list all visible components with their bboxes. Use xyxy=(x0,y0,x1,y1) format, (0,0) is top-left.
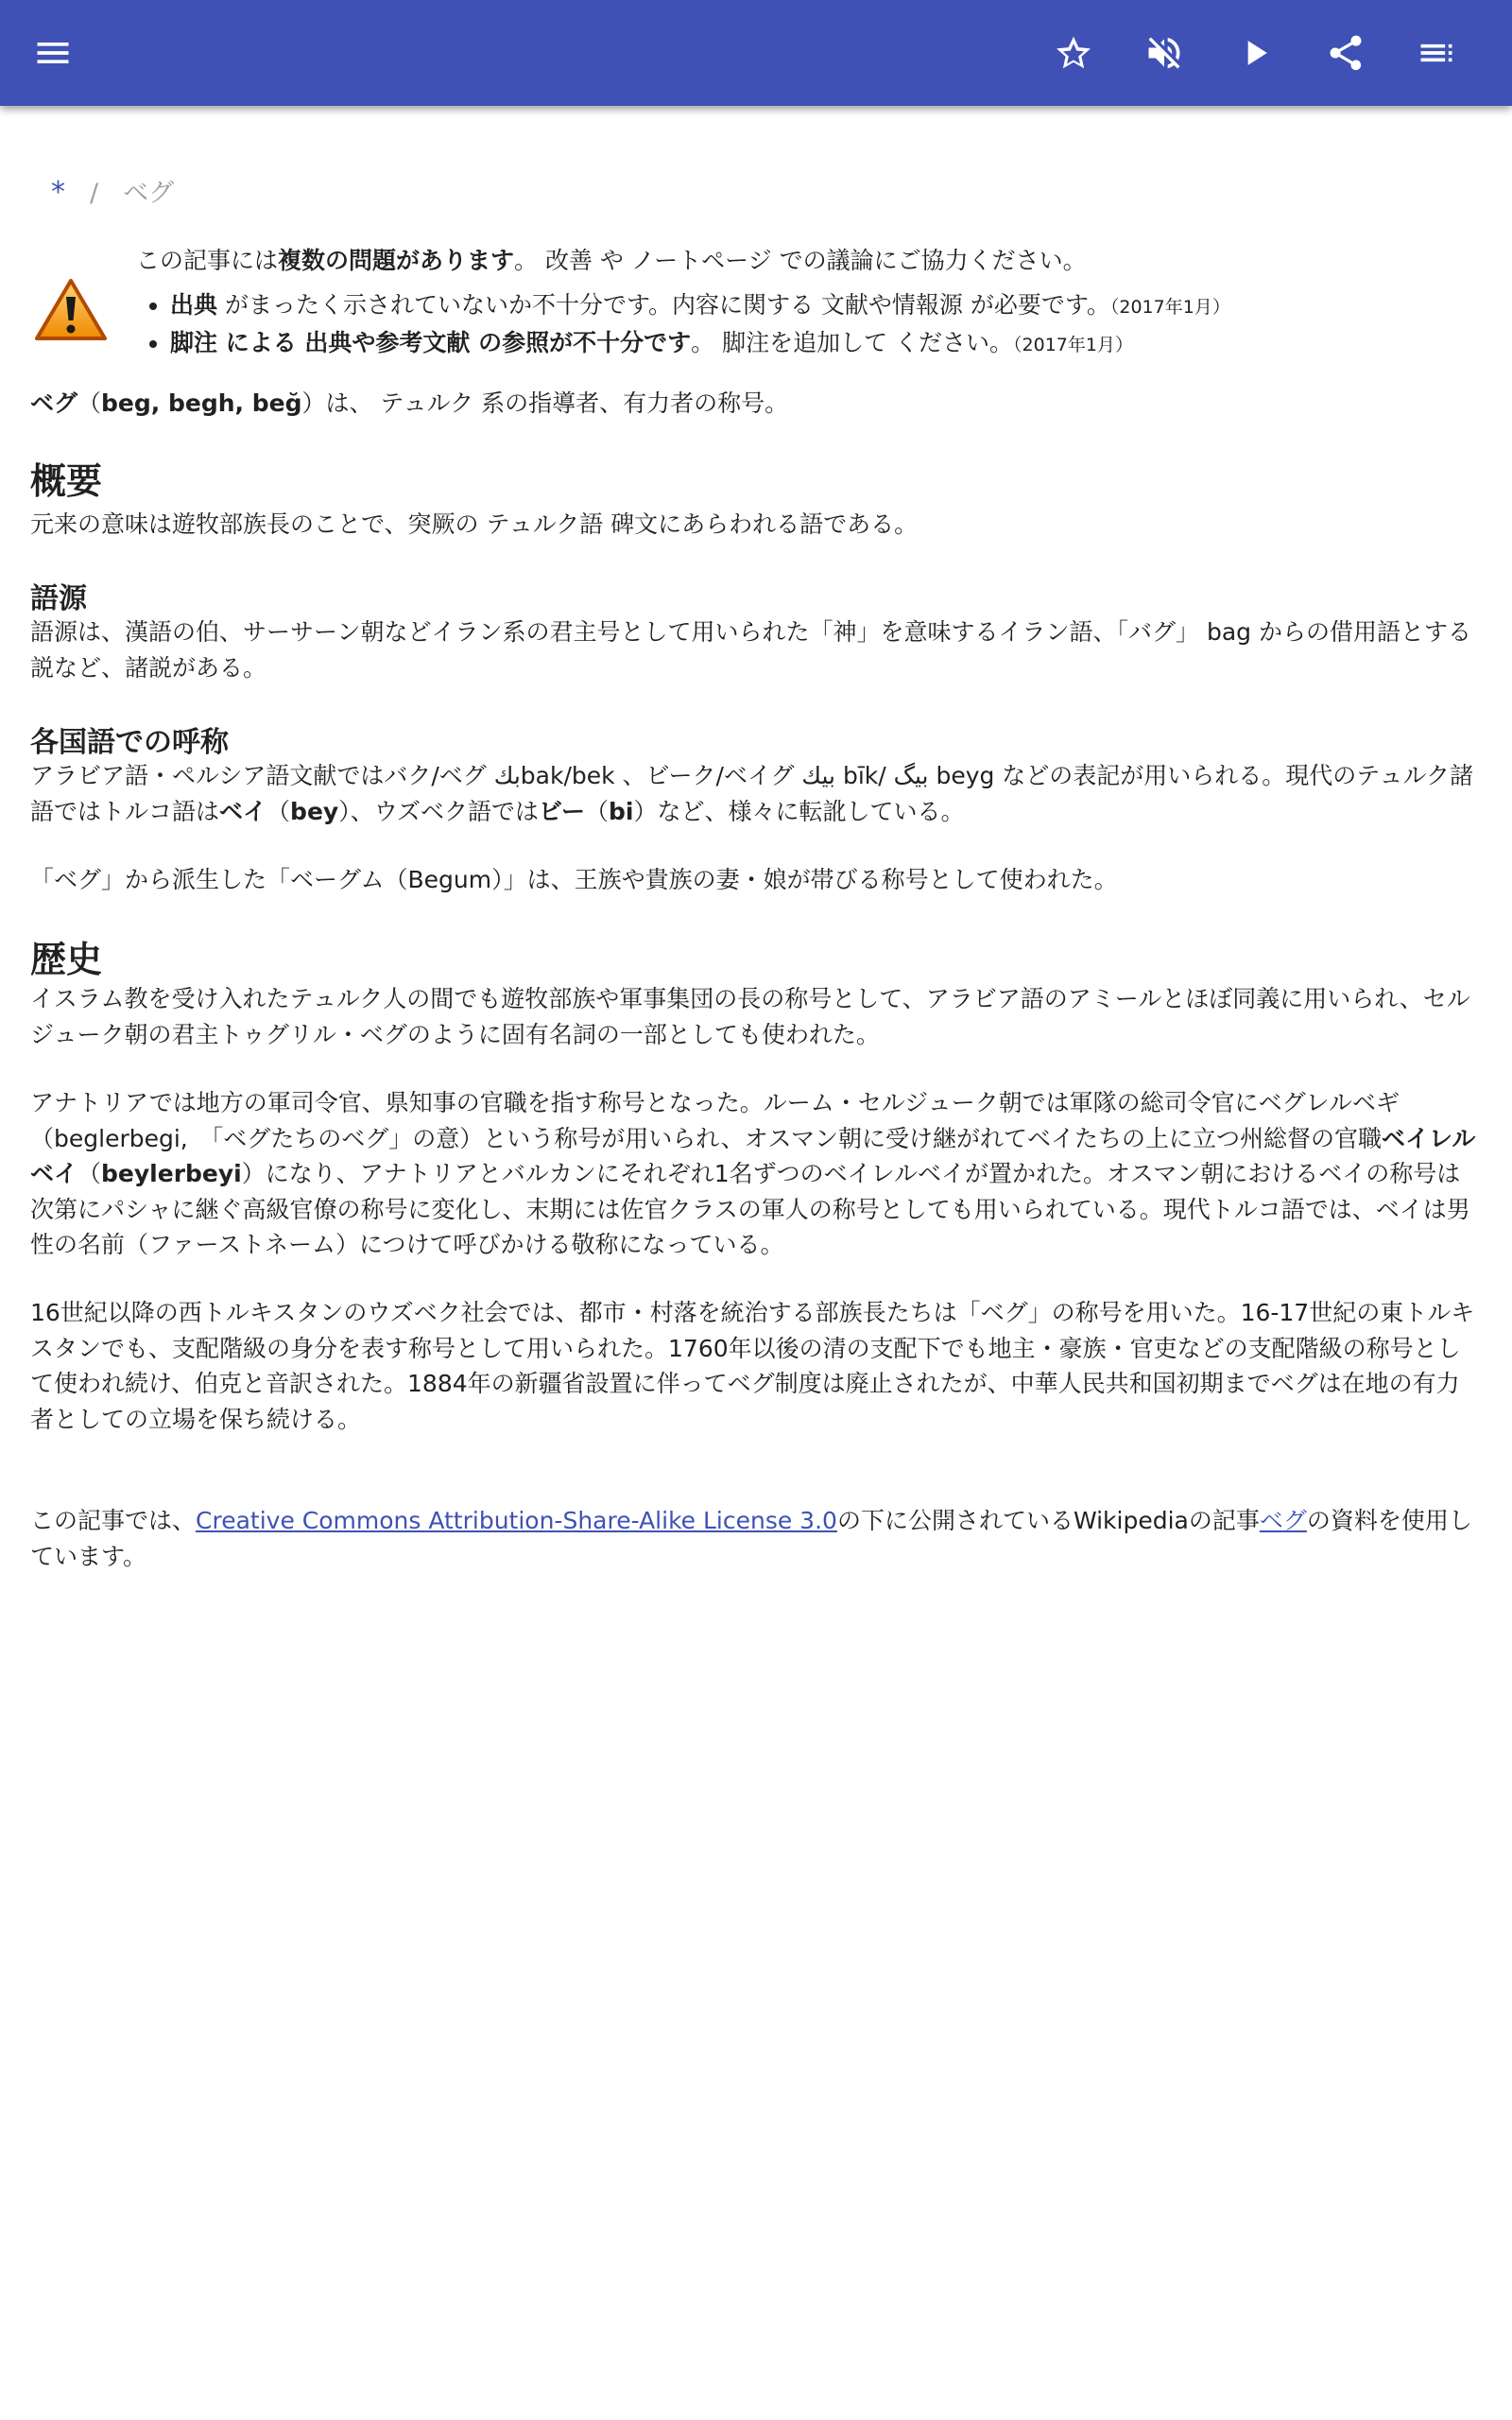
menu-icon[interactable] xyxy=(26,26,79,79)
section-heading-overview: 概要 xyxy=(30,460,103,502)
license-text: この記事では、 xyxy=(30,1507,197,1534)
ambox-lead-bold: 複数の問題があります xyxy=(278,247,515,274)
section-heading-history: 歴史 xyxy=(30,939,103,980)
volume-off-icon[interactable] xyxy=(1138,26,1191,79)
license-text: の下に公開されているWikipediaの記事 xyxy=(836,1507,1260,1534)
license-link[interactable]: Creative Commons Attribution-Share-Alike License 3.0 xyxy=(196,1507,837,1534)
breadcrumb-separator: / xyxy=(90,179,99,208)
issue-text: 。 脚注を追加して ください。 xyxy=(691,329,1014,356)
languages-text: アラビア語・ペルシア語文献ではバク/ベグ بك‎bak/bek 、ビーク/ベイグ بيك‎ bīk/ بيگ‎ beyg などの表記が用いられる。現代のテュルク諸語ではトルコ語は xyxy=(30,762,1474,825)
ambox-message xyxy=(136,244,1087,278)
ambox-issue-item xyxy=(170,287,1230,325)
ambox-lead-links[interactable]: 。 改善 や ノートページ での議論にご協力ください。 xyxy=(514,247,1087,274)
issue-text: がまったく示されていないか不十分です。内容に関する 文献や情報源 が必要です。 xyxy=(217,291,1110,319)
share-icon[interactable] xyxy=(1319,26,1372,79)
intro-rest: ）は、 テュルク 系の指導者、有力者の称号。 xyxy=(301,389,789,417)
languages-text: ）、ウズベク語では xyxy=(338,797,539,825)
history-text: ）になり、アナトリアとバルカンにそれぞれ1名ずつのベイレルベイが置かれた。オスマン朝におけるベイの称号は次第にパシャに継ぐ高級官僚の称号に変化し、末期には佐官クラスの軍人の称号としても用いられている。現代トルコ語では、ベイは男性の名前（ファーストネーム）につけて呼びかける敬称になっている。 xyxy=(30,1160,1470,1258)
breadcrumb-home-link[interactable]: * xyxy=(51,176,65,209)
history-paragraph-3: 16世紀以降の西トルキスタンのウズベク社会では、都市・村落を統治する部族長たちは「ベグ」の称号を用いた。16-17世紀の東トルキスタンでも、支配階級の身分を表す称号として用いられた。1760年以後の清の支配下でも地主・豪族・官吏などの支配階級の称号として使われ続け、伯克と音訳された。1884年の新疆省設置に伴ってベグ制度は廃止されたが、中華人民共和国初期までベグは在地の有力者としての立場を保ち続ける。 xyxy=(30,1299,1475,1433)
section-heading-languages: 各国語での呼称 xyxy=(30,726,229,759)
intro-variants: beg, begh, beğ xyxy=(101,389,302,417)
intro-term: ベグ xyxy=(30,389,78,417)
etymology-paragraph: 語源は、漢語の伯、サーサーン朝などイラン系の君主号として用いられた「神」を意味するイラン語、「バグ」 bag からの借用語とする説など、諸説がある。 xyxy=(30,618,1471,682)
history-text: アナトリアでは地方の軍司令官、県知事の官職を指す称号となった。ルーム・セルジューク朝では軍隊の総司令官にベグレルベギ（beglerbegi, 「ベグたちのベグ」の意）という称号が用いられ、オスマン朝に受け継がれてベイたちの上に立つ州総督の官職 xyxy=(30,1089,1400,1152)
ambox-issue-list xyxy=(136,287,1230,363)
source-article-link[interactable]: ベグ xyxy=(1259,1507,1307,1534)
intro-paren: （ xyxy=(77,389,102,417)
issue-date: （2017年1月） xyxy=(1013,335,1133,355)
ambox-issue-item xyxy=(170,325,1230,363)
play-icon[interactable] xyxy=(1228,26,1281,79)
license-notice xyxy=(30,1503,1482,1574)
history-text: （ xyxy=(77,1160,102,1187)
issue-title[interactable]: 脚注 による 出典や参考文献 の参照が不十分です xyxy=(170,329,692,356)
section-heading-etymology: 語源 xyxy=(30,582,87,615)
term-bey-ja: ベイ xyxy=(219,797,267,825)
languages-text: （ xyxy=(584,797,609,825)
history-paragraph-1: イスラム教を受け入れたテュルク人の間でも遊牧部族や軍事集団の長の称号として、アラビア語のアミールとほぼ同義に用いられ、セルジューク朝の君主トゥグリル・ベグのように固有名詞の一部としても使われた。 xyxy=(30,985,1470,1048)
languages-paragraph-1 xyxy=(30,758,1482,829)
issue-date: （2017年1月） xyxy=(1109,297,1230,318)
warning-icon xyxy=(34,278,108,342)
languages-text: ）など、様々に転訛している。 xyxy=(633,797,965,825)
term-bi: bi xyxy=(609,797,634,825)
history-paragraph-2 xyxy=(30,1085,1482,1263)
star-outline-icon[interactable] xyxy=(1047,26,1100,79)
languages-text: （ xyxy=(266,797,291,825)
issue-title[interactable]: 出典 xyxy=(170,291,218,319)
languages-paragraph-2: 「ベグ」から派生した「ベーグム（Begum）」は、王族や貴族の妻・娘が帯びる称号として使われた。 xyxy=(30,866,1118,893)
term-bey: bey xyxy=(290,797,339,825)
intro-paragraph xyxy=(30,386,1482,422)
breadcrumb xyxy=(51,172,174,209)
term-beylerbey-ja: ベイレルベイ xyxy=(30,1124,1476,1187)
license-text: の資料を使用しています。 xyxy=(30,1507,1472,1570)
app-bar xyxy=(0,0,1512,106)
term-beylerbeyi: beylerbeyi xyxy=(101,1160,242,1187)
ambox-lead-text: この記事には xyxy=(136,247,279,274)
toc-list-icon[interactable] xyxy=(1410,26,1463,79)
overview-paragraph: 元来の意味は遊牧部族長のことで、突厥の テュルク語 碑文にあらわれる語である。 xyxy=(30,510,919,538)
term-bi-ja: ビー xyxy=(538,797,585,825)
breadcrumb-current: ベグ xyxy=(123,179,175,208)
